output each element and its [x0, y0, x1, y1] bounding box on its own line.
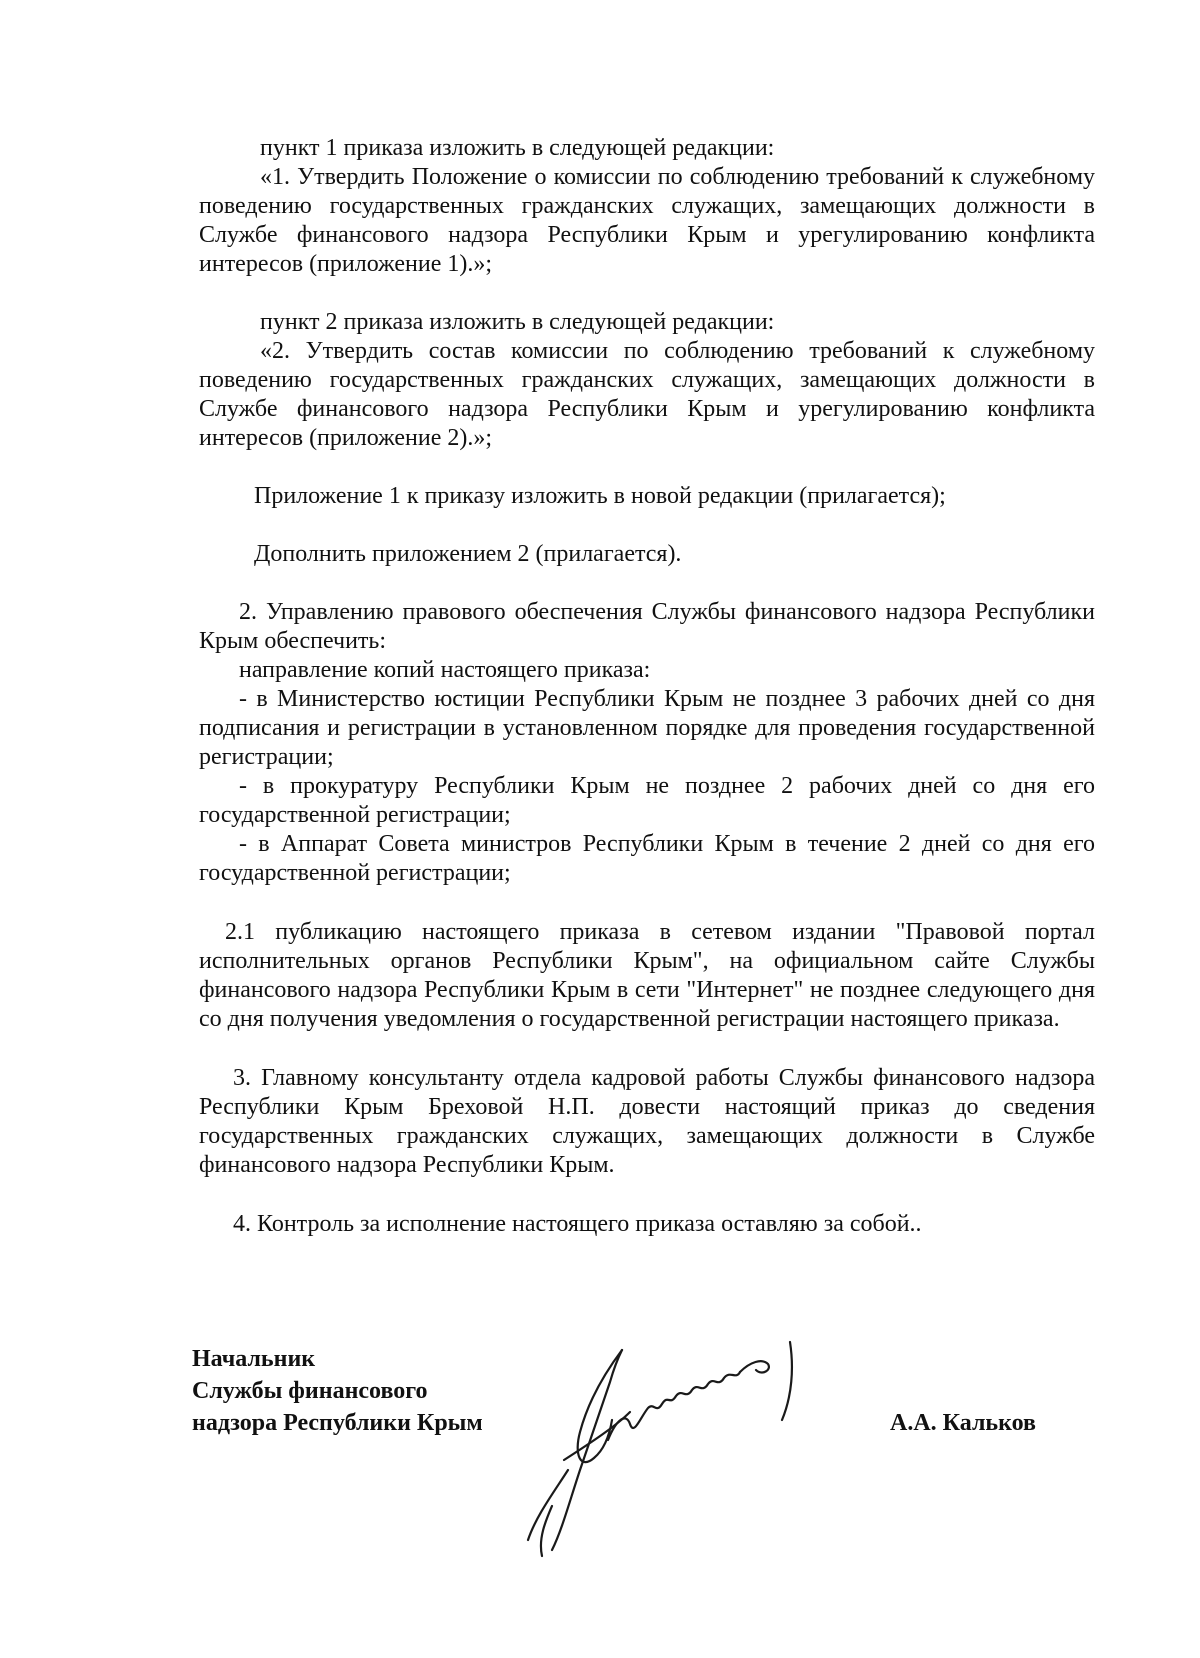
paragraph-section-2-1: 2.1 публикацию настоящего приказа в сетевом издании "Правовой портал исполнительных органов Республики Крым", на официальном сайте Службы финансового надзора Республики Крым в сети "Интернет" не позднее следующего дня со дня получения уведомления о государственной регистрации настоящего приказа.	[199, 919, 1095, 1032]
paragraph-copies-intro: направление копий настоящего приказа:	[239, 657, 651, 683]
paragraph-appendix1: Приложение 1 к приказу изложить в новой редакции (прилагается);	[254, 483, 946, 509]
signatory-position-line1: Начальник	[192, 1346, 316, 1372]
paragraph-item2-text: «2. Утвердить состав комиссии по соблюдению требований к служебному поведению государственных гражданских служащих, замещающих должности в Службе финансового надзора Республики Крым и урегулированию конфликта интересов (приложение 2).»;	[199, 338, 1095, 451]
paragraph-section-2: 2. Управлению правового обеспечения Службы финансового надзора Республики Крым обеспечить:	[199, 599, 1095, 654]
handwritten-signature	[500, 1320, 840, 1560]
document-body	[199, 134, 1095, 1239]
paragraph-section-4: 4. Контроль за исполнение настоящего приказа оставляю за собой..	[233, 1211, 922, 1237]
list-item-prosecutor: - в прокуратуру Республики Крым не позднее 2 рабочих дней со дня его государственной регистрации;	[199, 773, 1095, 828]
signatory-position-line3: надзора Республики Крым	[192, 1410, 483, 1436]
paragraph-item2-intro: пункт 2 приказа изложить в следующей редакции:	[260, 309, 775, 335]
list-item-ministry-justice: - в Министерство юстиции Республики Крым не позднее 3 рабочих дней со дня подписания и регистрации в установленном порядке для проведения государственной регистрации;	[199, 686, 1095, 770]
signatory-position	[192, 1343, 483, 1439]
signatory-name: А.А. Кальков	[890, 1410, 1036, 1436]
paragraph-item1-text: «1. Утвердить Положение о комиссии по соблюдению требований к служебному поведению государственных гражданских служащих, замещающих должности в Службе финансового надзора Республики Крым и урегулированию конфликта интересов (приложение 1).»;	[199, 164, 1095, 277]
paragraph-item1-intro: пункт 1 приказа изложить в следующей редакции:	[260, 135, 775, 161]
paragraph-appendix2: Дополнить приложением 2 (прилагается).	[254, 541, 682, 567]
paragraph-section-3: 3. Главному консультанту отдела кадровой работы Службы финансового надзора Республики Крым Бреховой Н.П. довести настоящий приказ до сведения государственных гражданских служащих, замещающих должности в Службе финансового надзора Республики Крым.	[199, 1065, 1095, 1178]
list-item-council-apparatus: - в Аппарат Совета министров Республики Крым в течение 2 дней со дня его государственной регистрации;	[199, 831, 1095, 886]
signatory-position-line2: Службы финансового	[192, 1378, 428, 1404]
